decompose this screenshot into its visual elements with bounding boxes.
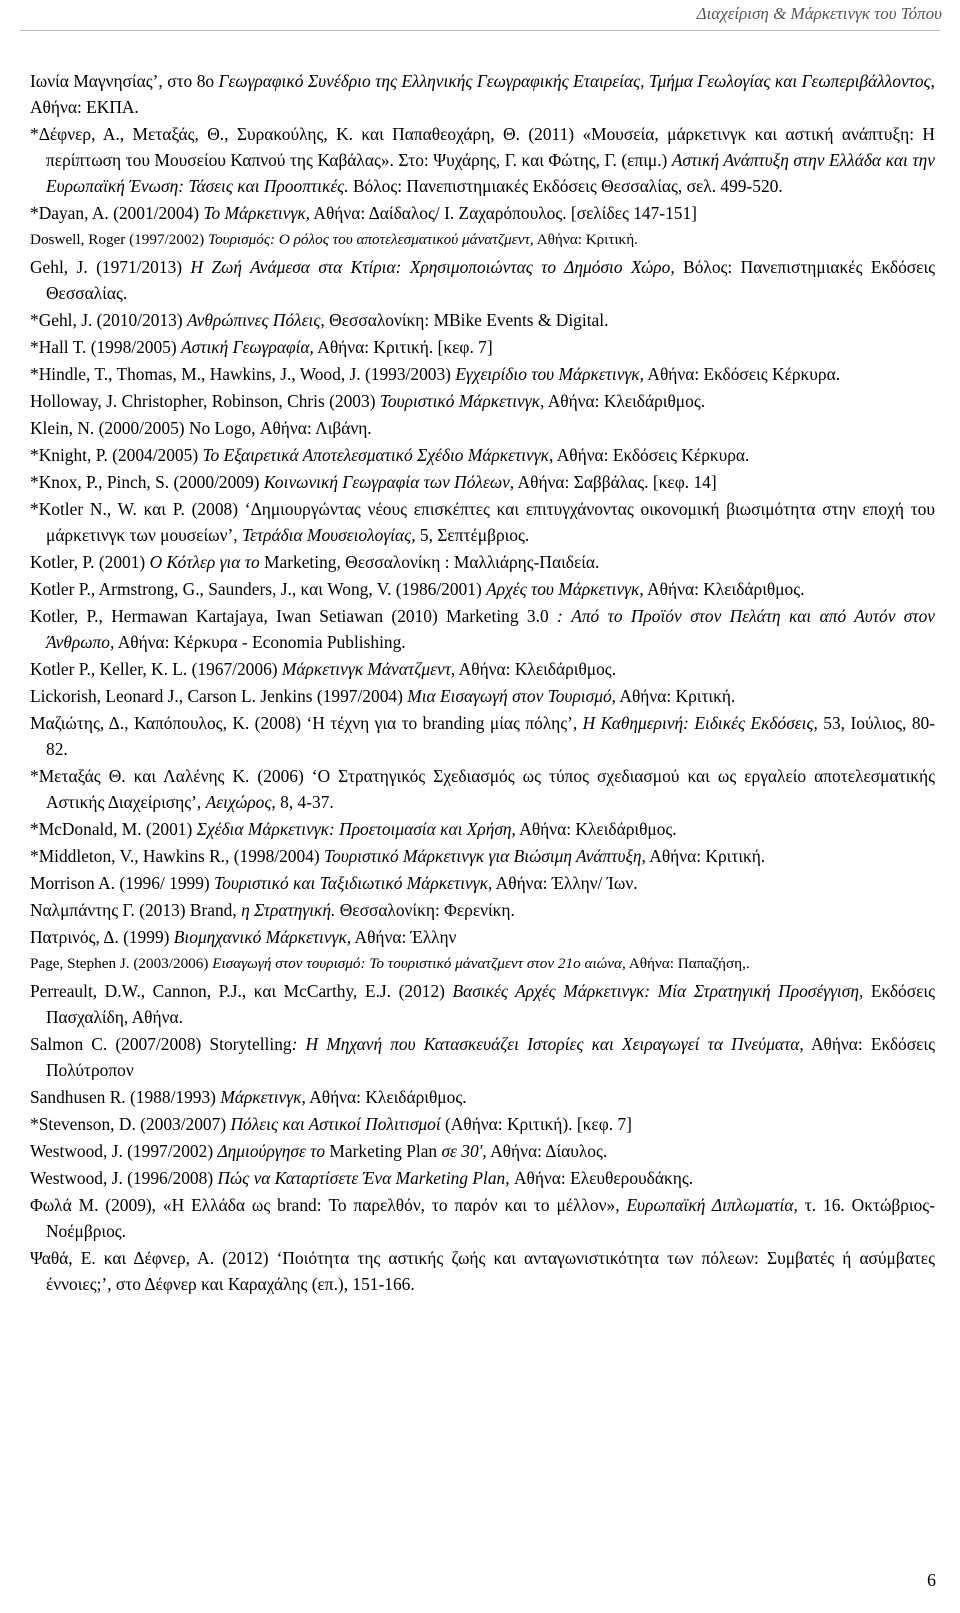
reference-entry <box>30 1111 935 1137</box>
reference-title: Τουρισμός: Ο ρόλος του αποτελεσματικού μάνατζμεντ, <box>208 231 534 248</box>
reference-text: *Hindle, T., Thomas, M., Hawkins, J., Wood, J. (1993/2003) <box>30 364 456 384</box>
reference-entry <box>30 897 935 923</box>
reference-text: Kotler, P., Hermawan Kartajaya, Iwan Setiawan (2010) Marketing 3.0 <box>30 606 558 626</box>
reference-title: Πόλεις και Αστικοί Πολιτισμοί <box>230 1114 441 1134</box>
reference-text: *McDonald, M. (2001) <box>30 819 197 839</box>
reference-entry <box>30 710 935 762</box>
reference-entry <box>30 816 935 842</box>
reference-entry <box>30 1138 935 1164</box>
reference-text: Αθήνα: Κλειδάριθμος. <box>643 579 805 599</box>
reference-title: Τουριστικό Μάρκετινγκ, <box>379 391 545 411</box>
reference-text: Πατρινός, Δ. (1999) <box>30 927 174 947</box>
reference-text: Αθήνα: Κριτική. <box>616 686 736 706</box>
reference-entry <box>30 656 935 682</box>
reference-title: Τουριστικό Μάρκετινγκ για Βιώσιμη Ανάπτυξη, <box>324 846 646 866</box>
reference-title: Αειχώρος, <box>205 792 276 812</box>
reference-title: Αστική Γεωγραφία, <box>181 337 314 357</box>
reference-entry <box>30 388 935 414</box>
reference-entry <box>30 1245 935 1297</box>
reference-entry <box>30 469 935 495</box>
reference-text: 5, Σεπτέμβριος. <box>415 525 530 545</box>
reference-text: Αθήνα: Εκδόσεις Κέρκυρα. <box>644 364 841 384</box>
reference-text: Αθήνα: Ελευθερουδάκης. <box>509 1168 694 1188</box>
reference-title: Σχέδια Μάρκετινγκ: Προετοιμασία και Χρήση, <box>196 819 516 839</box>
reference-entry <box>30 334 935 360</box>
reference-text: *Kotler N., W. και P. (2008) ‘Δημιουργώντας νέους επισκέπτες και επιτυγχάνοντας οικονομική βιωσιμότητα στην εποχή του μάρκετινγκ των μουσείων’, <box>30 499 935 545</box>
reference-text: *Μεταξάς Θ. και Λαλένης Κ. (2006) ‘Ο Στρατηγικός Σχεδιασμός ως τύπος σχεδιασμού και ως εργαλείο αποτελεσματικής Αστικής Διαχείρισης’, <box>30 766 935 812</box>
reference-text: *Dayan, A. (2001/2004) <box>30 203 204 223</box>
reference-text: Αθήνα: Εκδόσεις Κέρκυρα. <box>553 445 750 465</box>
reference-entry <box>30 1084 935 1110</box>
reference-entry <box>30 121 935 199</box>
reference-entry <box>30 442 935 468</box>
reference-text: Αθήνα: Κλειδάριθμος. <box>455 659 617 679</box>
reference-text: Αθήνα: Κριτική. <box>645 846 766 866</box>
reference-text: Αθήνα: Δαίδαλος/ Ι. Ζαχαρόπουλος. [σελίδες 147-151] <box>310 203 697 223</box>
reference-list <box>30 68 935 1298</box>
reference-entry <box>30 307 935 333</box>
reference-entry <box>30 763 935 815</box>
reference-text: Αθήνα: Κέρκυρα - Economia Publishing. <box>114 632 406 652</box>
reference-text: Gehl, J. (1971/2013) <box>30 257 191 277</box>
reference-entry <box>30 1192 935 1244</box>
reference-text: Ιωνία Μαγνησίας’, στο 8ο <box>30 71 219 91</box>
reference-title: Αρχές του Μάρκετινγκ, <box>486 579 644 599</box>
reference-title: Το Εξαιρετικά Αποτελεσματικό Σχέδιο Μάρκετινγκ, <box>202 445 554 465</box>
reference-text: Holloway, J. Christopher, Robinson, Chris (2003) <box>30 391 380 411</box>
reference-title: Μάρκετινγκ Μάνατζμεντ, <box>281 659 456 679</box>
reference-text: *Middleton, V., Hawkins R., (1998/2004) <box>30 846 325 866</box>
reference-text: Westwood, J. (1997/2002) <box>30 1141 218 1161</box>
reference-text: Εκδόσεις Πασχαλίδη, Αθήνα. <box>46 981 935 1027</box>
reference-entry <box>30 549 935 575</box>
reference-entry <box>30 683 935 709</box>
reference-text: Ψαθά, Ε. και Δέφνερ, Α. (2012) ‘Ποιότητα της αστικής ζωής και ανταγωνιστικότητα των πόλεων: Συμβατές ή ασύμβατες έννοιες;’, στο Δέφνερ και Καραχάλης (επ.), 151-166. <box>30 1248 935 1294</box>
reference-entry <box>30 603 935 655</box>
reference-text: Αθήνα: Κλειδάριθμος. <box>305 1087 467 1107</box>
reference-entry <box>30 361 935 387</box>
reference-text: Kotler, P. (2001) <box>30 552 150 572</box>
reference-title: Δημιούργησε το <box>217 1141 326 1161</box>
reference-text: Αθήνα: Εκδόσεις Πολύτροπον <box>46 1034 935 1080</box>
reference-title: Αστική Ανάπτυξη στην Ελλάδα και την Ευρωπαϊκή Ένωση: Τάσεις και Προοπτικές. <box>46 150 935 196</box>
reference-text: , Αθήνα: ΕΚΠΑ. <box>30 71 936 117</box>
reference-entry <box>30 924 935 950</box>
reference-text: τ. 16. Οκτώβριος-Νοέμβριος. <box>46 1195 935 1241</box>
reference-text: Perreault, D.W., Cannon, P.J., και McCarthy, E.J. (2012) <box>30 981 453 1001</box>
reference-title: Κοινωνική Γεωγραφία των Πόλεων, <box>263 472 515 492</box>
reference-text: Αθήνα: Έλλην <box>351 927 457 947</box>
reference-text: Morrison A. (1996/ 1999) <box>30 873 215 893</box>
reference-entry <box>30 1165 935 1191</box>
reference-entry <box>30 1031 935 1083</box>
reference-text: Βόλος: Πανεπιστημιακές Εκδόσεις Θεσσαλίας, σελ. 499-520. <box>348 176 783 196</box>
reference-entry <box>30 576 935 602</box>
reference-title: Βιομηχανικό Μάρκετινγκ, <box>173 927 352 947</box>
reference-text: Kotler P., Keller, K. L. (1967/2006) <box>30 659 282 679</box>
reference-title: , Ευρωπαϊκή Διπλωματία, <box>615 1195 798 1215</box>
reference-text: Μαζιώτης, Δ., Καπόπουλος, Κ. (2008) ‘Η τέχνη για το branding μίας πόλης’, <box>30 713 583 733</box>
header-divider <box>20 30 940 31</box>
reference-text: *Stevenson, D. (2003/2007) <box>30 1114 231 1134</box>
running-header: Διαχείριση & Μάρκετινγκ του Τόπου <box>696 4 942 23</box>
reference-entry <box>30 68 935 120</box>
reference-entry <box>30 415 935 441</box>
reference-title: Ανθρώπινες Πόλεις, <box>186 310 325 330</box>
reference-entry <box>30 978 935 1030</box>
reference-title: σε 30', <box>441 1141 487 1161</box>
reference-title: Τουριστικό και Ταξιδιωτικό Μάρκετινγκ, <box>214 873 493 893</box>
page-number: 6 <box>927 1570 936 1590</box>
reference-text: Ναλμπάντης Γ. (2013) Brand, <box>30 900 242 920</box>
reference-text: Αθήνα: Παπαζήση,. <box>625 955 750 972</box>
reference-entry <box>30 254 935 306</box>
reference-title: Ο Κότλερ για το <box>149 552 260 572</box>
reference-text: Βόλος: Πανεπιστημιακές Εκδόσεις Θεσσαλίας. <box>46 257 936 303</box>
reference-text: Αθήνα: Έλλην/ Ίων. <box>492 873 638 893</box>
reference-text: (Αθήνα: Κριτική). [κεφ. 7] <box>440 1114 632 1134</box>
reference-title: Η Καθημερινή: Ειδικές Εκδόσεις, <box>582 713 818 733</box>
reference-text: Lickorish, Leonard J., Carson L. Jenkins (1997/2004) <box>30 686 408 706</box>
reference-text: *Knight, P. (2004/2005) <box>30 445 203 465</box>
reference-text: Salmon C. (2007/2008) Storytelling <box>30 1034 292 1054</box>
reference-entry <box>30 496 935 548</box>
reference-title: Πώς να Καταρτίσετε Ένα Marketing Plan, <box>217 1168 510 1188</box>
reference-title: Εγχειρίδιο του Μάρκετινγκ, <box>455 364 644 384</box>
reference-entry <box>30 951 935 977</box>
reference-title: Το Μάρκετινγκ, <box>203 203 311 223</box>
reference-text: Αθήνα: Κλειδάριθμος. <box>544 391 706 411</box>
reference-text: Αθήνα: Κριτική. <box>533 231 638 248</box>
reference-text: Θεσσαλονίκη: MBike Events & Digital. <box>324 310 609 330</box>
reference-entry <box>30 200 935 226</box>
reference-title: Μια Εισαγωγή στον Τουρισμό, <box>407 686 616 706</box>
reference-entry <box>30 870 935 896</box>
reference-text: Αθήνα: Κριτική. [κεφ. 7] <box>313 337 493 357</box>
reference-title: Εισαγωγή στον τουρισμό: Το τουριστικό μάνατζμεντ στον 21ο αιώνα, <box>212 955 626 972</box>
reference-text: Αθήνα: Δίαυλος. <box>486 1141 608 1161</box>
reference-text: Doswell, Roger (1997/2002) <box>30 231 209 248</box>
reference-text: Westwood, J. (1996/2008) <box>30 1168 218 1188</box>
reference-title: : Από το Προϊόν στον Πελάτη και από Αυτόν στον Άνθρωπο, <box>46 606 936 652</box>
reference-entry <box>30 227 935 253</box>
reference-text: 8, 4-37. <box>275 792 334 812</box>
reference-text: Marketing, Θεσσαλονίκη : Μαλλιάρης-Παιδεία. <box>259 552 600 572</box>
reference-text: *Knox, P., Pinch, S. (2000/2009) <box>30 472 264 492</box>
reference-text: 53, Ιούλιος, 80-82. <box>46 713 935 759</box>
reference-text: *Gehl, J. (2010/2013) <box>30 310 187 330</box>
reference-text: Kotler P., Armstrong, G., Saunders, J., και Wong, V. (1986/2001) <box>30 579 487 599</box>
reference-title: Τετράδια Μουσειολογίας, <box>241 525 416 545</box>
reference-entry <box>30 843 935 869</box>
reference-text: *Hall T. (1998/2005) <box>30 337 182 357</box>
reference-title: Γεωγραφικό Συνέδριο της Ελληνικής Γεωγραφικής Εταιρείας, Τμήμα Γεωλογίας και Γεωπεριβάλλοντος <box>218 71 931 91</box>
reference-text: Αθήνα: Σαββάλας. [κεφ. 14] <box>514 472 717 492</box>
reference-text: Klein, N. (2000/2005) No Logo, Αθήνα: Λιβάνη. <box>30 418 372 438</box>
reference-text: Φωλά Μ. (2009), «Η Ελλάδα ως brand: Το παρελθόν, το παρόν και το μέλλον» <box>30 1195 616 1215</box>
reference-title: Βασικές Αρχές Μάρκετινγκ: Μία Στρατηγική Προσέγγιση, <box>452 981 864 1001</box>
reference-text: Marketing Plan <box>325 1141 442 1161</box>
reference-text: Θεσσαλονίκη: Φερενίκη. <box>335 900 515 920</box>
reference-title: Η Ζωή Ανάμεσα στα Κτίρια: Χρησιμοποιώντας το Δημόσιο Χώρο, <box>190 257 675 277</box>
reference-text: Sandhusen R. (1988/1993) <box>30 1087 221 1107</box>
reference-title: : Η Μηχανή που Κατασκευάζει Ιστορίες και Χειραγωγεί τα Πνεύματα, <box>291 1034 804 1054</box>
reference-title: η Στρατηγική. <box>241 900 336 920</box>
reference-text: *Δέφνερ, Α., Μεταξάς, Θ., Συρακούλης, Κ. και Παπαθεοχάρη, Θ. (2011) «Μουσεία, μάρκετινγκ και αστική ανάπτυξη: Η περίπτωση του Μουσείου Καπνού της Καβάλας». Στο: Ψυχάρης, Γ. και Φώτης, Γ. (επιμ.) <box>30 124 935 170</box>
reference-title: Μάρκετινγκ, <box>220 1087 306 1107</box>
reference-text: Αθήνα: Κλειδάριθμος. <box>515 819 677 839</box>
reference-text: Page, Stephen J. (2003/2006) <box>30 955 213 972</box>
